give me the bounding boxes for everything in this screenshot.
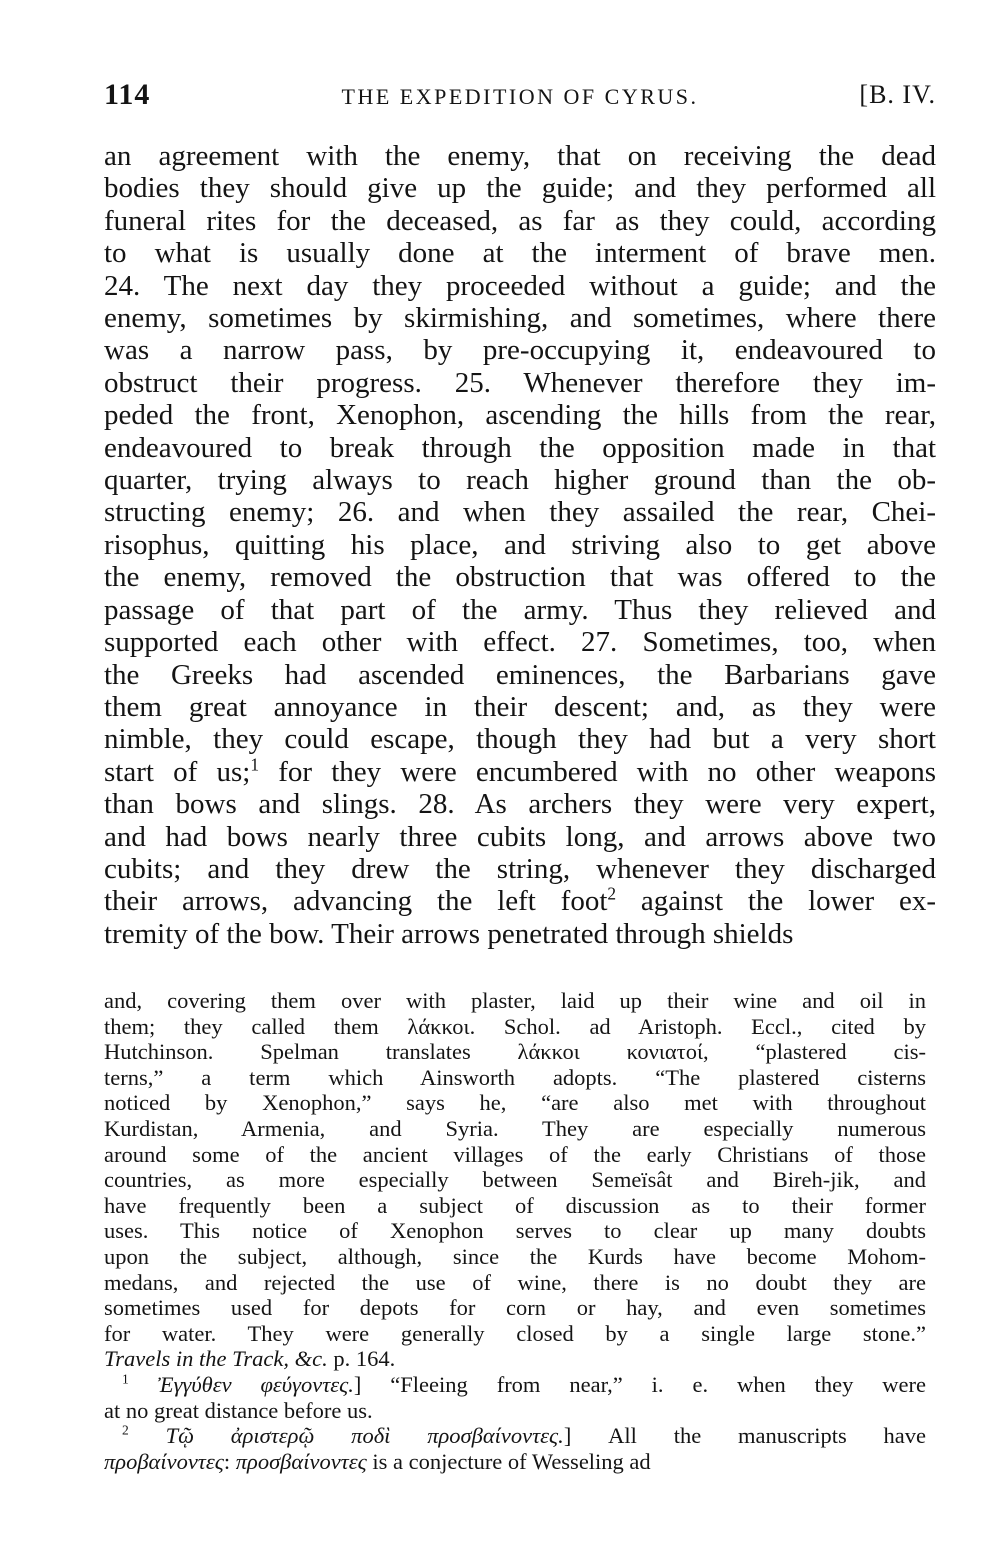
footnote-line: around some of the ancient villages of the early Christians of those <box>104 1141 926 1167</box>
footnote-line: Kurdistan, Armenia, and Syria. They are especially numerous <box>104 1115 926 1141</box>
running-title: THE EXPEDITION OF CYRUS. <box>341 84 699 109</box>
footnote-1-line <box>104 1372 926 1398</box>
footnote-line: sometimes used for depots for corn or hay, and even sometimes <box>104 1295 926 1321</box>
text-line: funeral rites for the deceased, as far as they could, according <box>104 204 936 237</box>
footnote-line: have frequently been a subject of discussion as to their former <box>104 1192 926 1218</box>
text-line: obstruct their progress. 25. Whenever therefore they im- <box>104 366 936 399</box>
footnote-marker[interactable]: 1 <box>250 754 260 775</box>
text-line: the enemy, removed the obstruction that was offered to the <box>104 561 936 594</box>
footnote-line: terns,” a term which Ainsworth adopts. “The plastered cisterns <box>104 1064 926 1090</box>
footnote-2-separator: : <box>223 1448 236 1474</box>
footnote-line: uses. This notice of Xenophon serves to clear up many doubts <box>104 1218 926 1244</box>
text-line: and had bows nearly three cubits long, and arrows above two <box>104 820 936 853</box>
footnote-1-continuation: at no great distance before us. <box>104 1397 373 1423</box>
footnote-line: upon the subject, although, since the Kurds have become Mohom- <box>104 1243 926 1269</box>
text-line-with-footnote-ref <box>104 756 936 788</box>
footnote-2-line <box>104 1423 926 1449</box>
text-line: structing enemy; 26. and when they assailed the rear, Chei- <box>104 496 936 529</box>
footnote-line: Hutchinson. Spelman translates λάκκοι κονιατοί, “plastered cis- <box>104 1039 926 1065</box>
text-line: than bows and slings. 28. As archers they were very expert, <box>104 788 936 821</box>
main-text <box>104 140 936 950</box>
book-reference: [B. IV. <box>859 80 936 109</box>
text-line: to what is usually done at the interment of brave men. <box>104 237 936 270</box>
travels-page: p. 164. <box>327 1346 396 1372</box>
text-line: nimble, they could escape, though they had but a very short <box>104 723 936 756</box>
footnote-2-text: ] All the manuscripts have <box>563 1423 927 1449</box>
text-line: cubits; and they drew the string, whenever they discharged <box>104 852 936 885</box>
text-line: risophus, quitting his place, and striving also to get above <box>104 528 936 561</box>
text-line: enemy, sometimes by skirmishing, and sometimes, where there <box>104 302 936 335</box>
text-fragment: start of us; <box>104 755 251 788</box>
footnote-2-text-rest: is a conjecture of Wesseling ad <box>366 1448 651 1474</box>
footnote-1-greek: Ἐγγύθεν φεύγοντες. <box>157 1371 354 1397</box>
footnote-1-text: ] “Fleeing from near,” i. e. when they were <box>353 1371 927 1397</box>
text-line-with-footnote-ref <box>104 885 936 917</box>
footnote-1-marker: 1 <box>122 1371 129 1387</box>
travels-reference <box>104 1346 926 1372</box>
text-fragment: against the lower ex- <box>616 885 936 918</box>
travels-title: Travels in the Track, &c. <box>104 1346 328 1372</box>
text-fragment: for they were encumbered with no other weapons <box>259 755 936 788</box>
footnote-2-continuation <box>104 1449 926 1475</box>
footnote-line: for water. They were generally closed by a single large stone.” <box>104 1320 926 1346</box>
footnote-line: them; they called them λάκκοι. Schol. ad Aristoph. Eccl., cited by <box>104 1013 926 1039</box>
page-number: 114 <box>104 78 151 111</box>
text-line: bodies they should give up the guide; and they performed all <box>104 172 936 205</box>
text-line: tremity of the bow. Their arrows penetrated through shields <box>104 917 794 950</box>
text-line: passage of that part of the army. Thus they relieved and <box>104 593 936 626</box>
footnote-marker[interactable]: 2 <box>607 883 617 904</box>
footnote-line: and, covering them over with plaster, laid up their wine and oil in <box>104 988 926 1013</box>
page-header <box>104 78 936 118</box>
footnote-line: countries, as more especially between Semeïsât and Bireh-jik, and <box>104 1167 926 1193</box>
text-line: endeavoured to break through the opposition made in that <box>104 431 936 464</box>
footnote-line: noticed by Xenophon,” says he, “are also met with throughout <box>104 1090 926 1116</box>
footnotes <box>104 988 926 1474</box>
text-line: them great annoyance in their descent; and, as they were <box>104 690 936 723</box>
text-line: quarter, trying always to reach higher ground than the ob- <box>104 464 936 497</box>
text-fragment: their arrows, advancing the left foot <box>104 885 608 918</box>
text-line: supported each other with effect. 27. Sometimes, too, when <box>104 626 936 659</box>
footnote-2-greek: Τῷ ἀριστερῷ ποδὶ προσβαίνοντες. <box>165 1423 564 1449</box>
text-line: the Greeks had ascended eminences, the Barbarians gave <box>104 658 936 691</box>
footnote-2-marker: 2 <box>122 1422 129 1438</box>
text-line: peded the front, Xenophon, ascending the hills from the rear, <box>104 399 936 432</box>
footnote-2-greek-variant: προβαίνοντες <box>104 1448 224 1474</box>
text-line: 24. The next day they proceeded without a guide; and the <box>104 269 936 302</box>
text-line: an agreement with the enemy, that on receiving the dead <box>104 140 936 172</box>
footnote-line: medans, and rejected the use of wine, there is no doubt they are <box>104 1269 926 1295</box>
text-line: was a narrow pass, by pre-occupying it, endeavoured to <box>104 334 936 367</box>
footnote-2-greek-conjecture: προσβαίνοντες <box>235 1448 367 1474</box>
